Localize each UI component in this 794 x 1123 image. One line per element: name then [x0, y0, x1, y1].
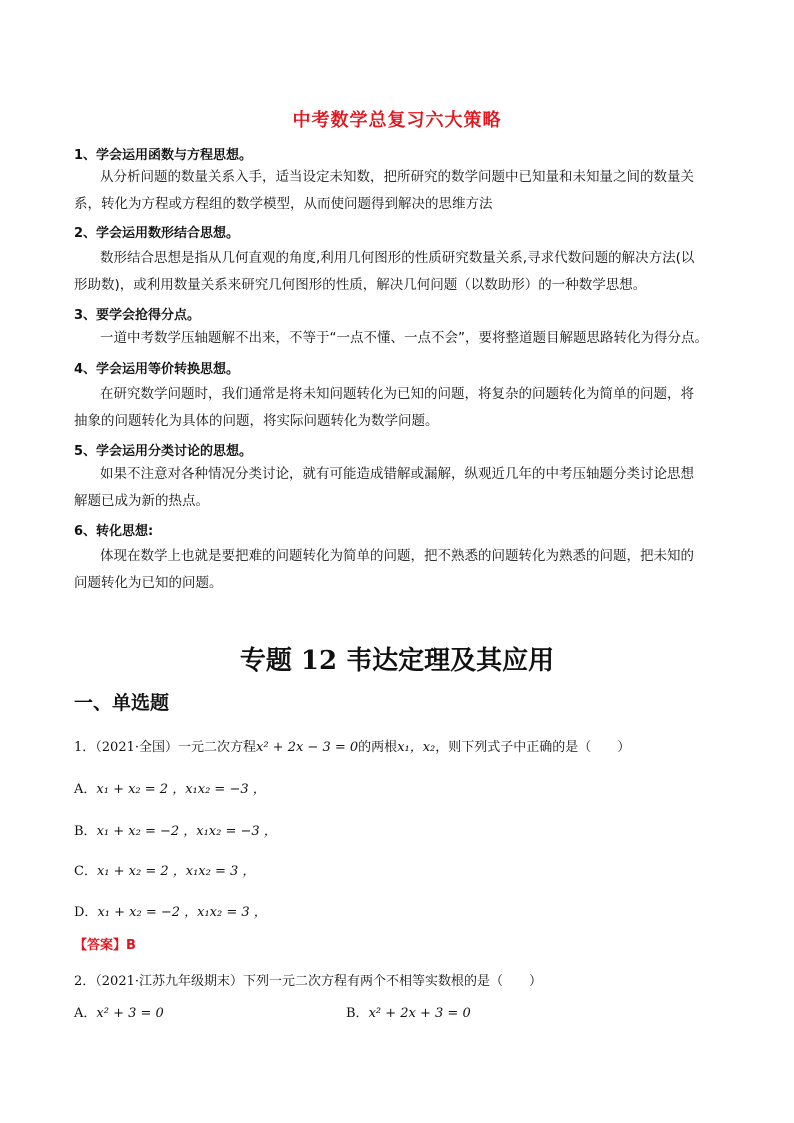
strategy-body	[74, 381, 724, 435]
option-text: x₁ + x₂ = 2 ，x₁x₂ = 3 ，	[96, 864, 256, 879]
strategy-line: 从分析问题的数量关系入手，适当设定未知数，把所研究的数学问题中已知量和未知量之间的数量关	[100, 169, 694, 185]
option-letter: A．	[74, 782, 97, 797]
roots: x₁，x₂	[397, 740, 436, 755]
strategy-line: 数形结合思想是指从几何直观的角度,利用几何图形的性质研究数量关系,寻求代数问题的解决方法(以	[100, 250, 695, 266]
strategy-heading: 2、学会运用数形结合思想。	[74, 226, 240, 241]
option-letter: C．	[74, 864, 97, 879]
answer-label: 【答案】B	[74, 938, 136, 953]
strategy-line: 形助数)，或利用数量关系来研究几何图形的性质，解决几何问题（以数助形）的一种数学思想。	[74, 277, 647, 293]
strategy-heading: 3、要学会抢得分点。	[74, 308, 201, 323]
strategy-line: 系，转化为方程或方程组的数学模型，从而使问题得到解决的思维方法	[74, 196, 493, 212]
strategy-line: 问题转化为已知的问题。	[74, 575, 223, 591]
strategy-line: 解题已成为新的热点。	[74, 493, 209, 509]
option-letter: A．	[74, 1006, 97, 1021]
option-letter: B．	[346, 1006, 369, 1021]
option-a	[74, 778, 266, 797]
option-text: x₁ + x₂ = 2 ，x₁x₂ = −3 ，	[96, 782, 266, 797]
option-text: x₁ + x₂ = −2 ，x₁x₂ = 3 ，	[97, 905, 267, 920]
strategy-body	[74, 325, 724, 352]
strategy-heading: 6、转化思想:	[74, 524, 154, 539]
strategy-line: 一道中考数学压轴题解不出来，不等于“一点不懂、一点不会”，要将整道题目解题思路转化为得分点。	[100, 330, 708, 346]
stem-suffix: ，则下列式子中正确的是（ ）	[435, 740, 631, 755]
strategy-body	[74, 461, 724, 515]
option-c	[74, 860, 255, 879]
option-letter: B．	[74, 824, 97, 839]
topic-title: 专题 12 韦达定理及其应用	[239, 646, 555, 676]
stem-mid: 的两根	[358, 740, 398, 755]
option-a	[74, 1002, 164, 1021]
question-2-stem: 2．（2021·江苏九年级期末）下列一元二次方程有两个不相等实数根的是（ ）	[74, 974, 542, 989]
option-b	[346, 1002, 471, 1021]
strategy-line: 如果不注意对各种情况分类讨论，就有可能造成错解或漏解，纵观近几年的中考压轴题分类讨论思想	[100, 466, 694, 482]
strategy-body	[74, 245, 724, 299]
option-d	[74, 901, 267, 920]
strategy-heading: 1、学会运用函数与方程思想。	[74, 148, 253, 163]
option-text: x₁ + x₂ = −2 ，x₁x₂ = −3 ，	[96, 824, 277, 839]
option-text: x² + 3 = 0	[96, 1006, 164, 1021]
option-b	[74, 820, 277, 839]
strategy-body	[74, 164, 724, 218]
strategy-body	[74, 543, 724, 597]
strategy-line: 在研究数学问题时，我们通常是将未知问题转化为已知的问题，将复杂的问题转化为简单的问题，将	[100, 386, 694, 402]
stem-prefix: 1．（2021·全国）一元二次方程	[74, 740, 256, 755]
question-1-stem	[74, 736, 630, 755]
section-title: 一、单选题	[74, 692, 170, 714]
option-text: x² + 2x + 3 = 0	[368, 1006, 471, 1021]
option-letter: D．	[74, 905, 98, 920]
doc-title: 中考数学总复习六大策略	[292, 110, 502, 131]
equation: x² + 2x − 3 = 0	[256, 740, 359, 755]
strategy-line: 体现在数学上也就是要把难的问题转化为简单的问题，把不熟悉的问题转化为熟悉的问题，把未知的	[100, 548, 694, 564]
strategy-line: 抽象的问题转化为具体的问题，将实际问题转化为数学问题。	[74, 413, 439, 429]
strategy-heading: 5、学会运用分类讨论的思想。	[74, 444, 253, 459]
strategy-heading: 4、学会运用等价转换思想。	[74, 362, 240, 377]
